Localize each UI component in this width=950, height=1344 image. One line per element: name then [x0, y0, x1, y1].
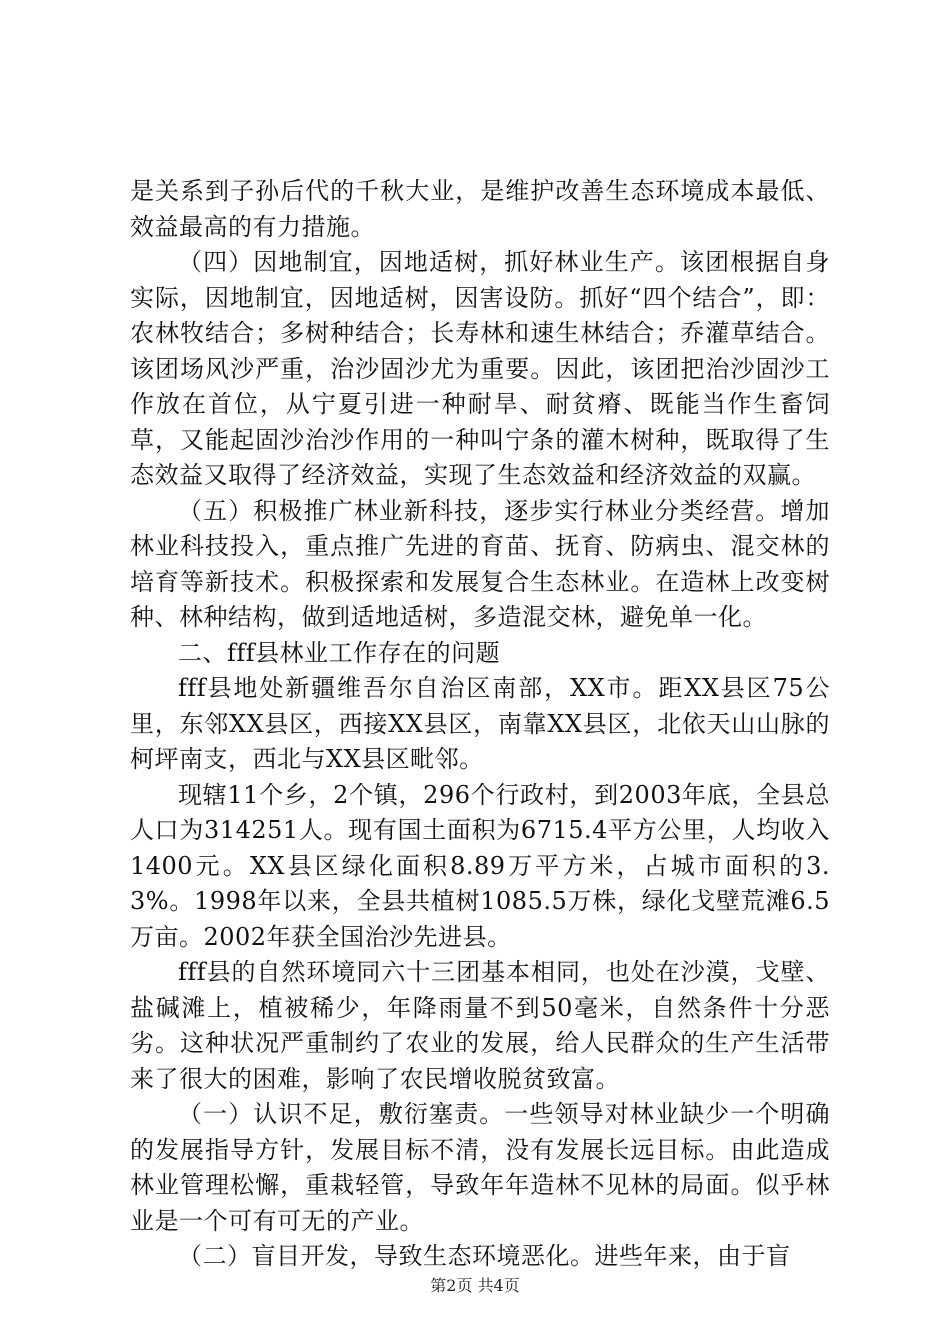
paragraph-problem-2: （二）盲目开发，导致生态环境恶化。进些年来，由于盲: [178, 1242, 791, 1270]
document-body: [130, 174, 830, 1275]
paragraph-problem-1: （一）认识不足，敷衍塞责。一些领导对林业缺少一个明确的发展指导方针，发展目标不清，没有发展长远目标。由此造成林业管理松懈，重栽轻管，导致年年造林不见林的局面。似乎林业是一个可有可无的产业。: [130, 1100, 830, 1235]
page-footer: 第2页 共4页: [430, 1276, 520, 1295]
paragraph-natural-environment: fff县的自然环境同六十三团基本相同，也处在沙漠，戈壁、盐碱滩上，植被稀少，年降雨量不到50毫米，自然条件十分恶劣。这种状况严重制约了农业的发展，给人民群众的生产生活带来了很大的困难，影响了农民增收脱贫致富。: [130, 958, 830, 1093]
section-heading-problems: 二、fff县林业工作存在的问题: [178, 638, 501, 667]
paragraph-continuation: 是关系到子孙后代的千秋大业，是维护改善生态环境成本最低、效益最高的有力措施。: [130, 177, 830, 241]
paragraph-section-4: （四）因地制宜，因地适树，抓好林业生产。该团根据自身实际，因地制宜，因地适树，因害设防。抓好“四个结合”，即：农林牧结合；多树种结合；长寿林和速生林结合；乔灌草结合。该团场风沙严重，治沙固沙尤为重要。因此，该团把治沙固沙工作放在首位，从宁夏引进一种耐旱、耐贫瘠、既能当作生畜饲草，又能起固沙治沙作用的一种叫宁条的灌木树种，既取得了生态效益又取得了经济效益，实现了生态效益和经济效益的双赢。: [130, 248, 830, 489]
paragraph-county-location: fff县地处新疆维吾尔自治区南部，XX市。距XX县区75公里，东邻XX县区，西接XX县区，南靠XX县区，北依天山山脉的柯坪南支，西北与XX县区毗邻。: [130, 674, 830, 773]
paragraph-section-5: （五）积极推广林业新科技，逐步实行林业分类经营。增加林业科技投入，重点推广先进的育苗、抚育、防病虫、混交林的培育等新技术。积极探索和发展复合生态林业。在造林上改变树种、林种结构，做到适地适树，多造混交林，避免单一化。: [130, 496, 830, 631]
paragraph-county-statistics: 现辖11个乡，2个镇，296个行政村，到2003年底，全县总人口为314251人。现有国土面积为6715.4平方公里，人均收入1400元。XX县区绿化面积8.89万平方米，占城市面积的3.3%。1998年以来，全县共植树1085.5万株，绿化戈壁荒滩6.5万亩。2002年获全国治沙先进县。: [130, 780, 830, 951]
